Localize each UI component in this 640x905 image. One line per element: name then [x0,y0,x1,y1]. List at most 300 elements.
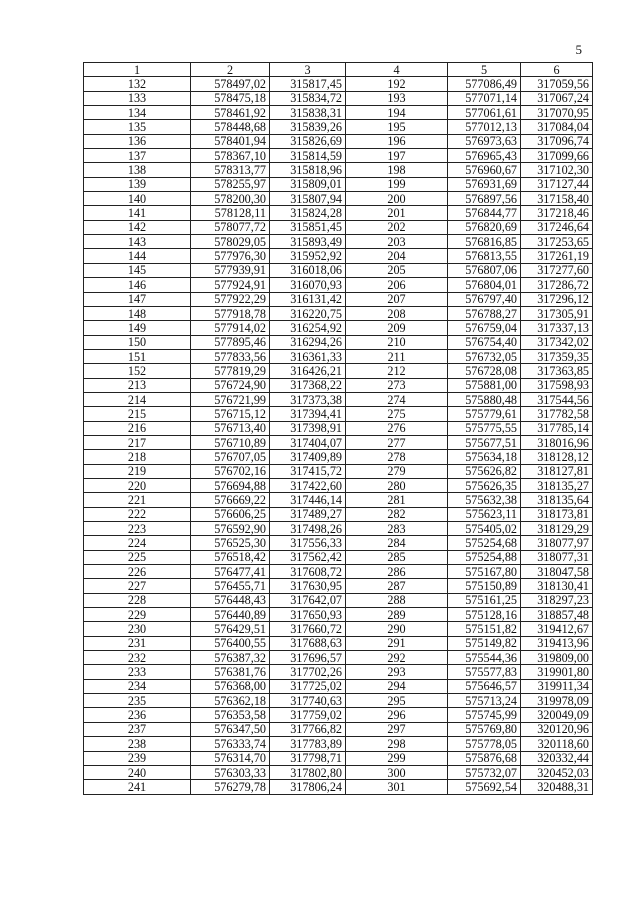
point-number-cell: 219 [84,464,191,478]
y-coordinate-cell: 318130,41 [521,579,593,593]
y-coordinate-cell: 315952,92 [270,249,346,263]
x-coordinate-cell: 578313,77 [191,163,270,177]
x-coordinate-cell: 575626,35 [448,478,521,492]
point-number-cell: 275 [346,407,448,421]
x-coordinate-cell: 576965,43 [448,149,521,163]
point-number-cell: 276 [346,421,448,435]
y-coordinate-cell: 317802,80 [270,765,346,779]
y-coordinate-cell: 317409,89 [270,450,346,464]
y-coordinate-cell: 317099,66 [521,149,593,163]
point-number-cell: 300 [346,765,448,779]
y-coordinate-cell: 316426,21 [270,364,346,378]
x-coordinate-cell: 575405,02 [448,522,521,536]
x-coordinate-cell: 576960,67 [448,163,521,177]
y-coordinate-cell: 317059,56 [521,77,593,91]
y-coordinate-cell: 317688,63 [270,636,346,650]
x-coordinate-cell: 578475,18 [191,91,270,105]
point-number-cell: 213 [84,378,191,392]
point-number-cell: 290 [346,622,448,636]
point-number-cell: 240 [84,765,191,779]
x-coordinate-cell: 577914,02 [191,321,270,335]
y-coordinate-cell: 317598,93 [521,378,593,392]
x-coordinate-cell: 576362,18 [191,694,270,708]
y-coordinate-cell: 315824,28 [270,206,346,220]
point-number-cell: 220 [84,478,191,492]
x-coordinate-cell: 578367,10 [191,149,270,163]
point-number-cell: 196 [346,134,448,148]
point-number-cell: 298 [346,737,448,751]
y-coordinate-cell: 317642,07 [270,593,346,607]
y-coordinate-cell: 318297,23 [521,593,593,607]
table-row [84,536,593,550]
x-coordinate-cell: 578497,02 [191,77,270,91]
y-coordinate-cell: 316294,26 [270,335,346,349]
y-coordinate-cell: 316131,42 [270,292,346,306]
y-coordinate-cell: 315826,69 [270,134,346,148]
point-number-cell: 221 [84,493,191,507]
point-number-cell: 194 [346,106,448,120]
table-row [84,651,593,665]
y-coordinate-cell: 317359,35 [521,349,593,363]
table-row [84,335,593,349]
point-number-cell: 195 [346,120,448,134]
table-row [84,249,593,263]
table-row [84,435,593,449]
x-coordinate-cell: 578029,05 [191,235,270,249]
point-number-cell: 192 [346,77,448,91]
x-coordinate-cell: 575167,80 [448,565,521,579]
x-coordinate-cell: 575150,89 [448,579,521,593]
point-number-cell: 226 [84,565,191,579]
y-coordinate-cell: 317650,93 [270,608,346,622]
x-coordinate-cell: 576844,77 [448,206,521,220]
point-number-cell: 204 [346,249,448,263]
x-coordinate-cell: 576440,89 [191,608,270,622]
table-row [84,751,593,765]
y-coordinate-cell: 320118,60 [521,737,593,751]
table-row [84,292,593,306]
x-coordinate-cell: 575161,25 [448,593,521,607]
y-coordinate-cell: 317296,12 [521,292,593,306]
table-header-row [84,63,593,77]
point-number-cell: 206 [346,278,448,292]
x-coordinate-cell: 578401,94 [191,134,270,148]
y-coordinate-cell: 317415,72 [270,464,346,478]
x-coordinate-cell: 576754,40 [448,335,521,349]
table-body [84,77,593,794]
x-coordinate-cell: 576707,05 [191,450,270,464]
y-coordinate-cell: 319911,34 [521,679,593,693]
point-number-cell: 284 [346,536,448,550]
point-number-cell: 237 [84,722,191,736]
point-number-cell: 137 [84,149,191,163]
point-number-cell: 279 [346,464,448,478]
table-row [84,694,593,708]
x-coordinate-cell: 575880,48 [448,392,521,406]
y-coordinate-cell: 315839,26 [270,120,346,134]
y-coordinate-cell: 317261,19 [521,249,593,263]
y-coordinate-cell: 317766,82 [270,722,346,736]
point-number-cell: 234 [84,679,191,693]
y-coordinate-cell: 317305,91 [521,306,593,320]
point-number-cell: 282 [346,507,448,521]
table-row [84,235,593,249]
point-number-cell: 210 [346,335,448,349]
y-coordinate-cell: 320452,03 [521,765,593,779]
y-coordinate-cell: 320488,31 [521,780,593,794]
x-coordinate-cell: 575623,11 [448,507,521,521]
x-coordinate-cell: 576455,71 [191,579,270,593]
point-number-cell: 193 [346,91,448,105]
y-coordinate-cell: 320332,44 [521,751,593,765]
point-number-cell: 143 [84,235,191,249]
y-coordinate-cell: 317373,38 [270,392,346,406]
table-row [84,737,593,751]
table-row [84,550,593,564]
point-number-cell: 214 [84,392,191,406]
table-row [84,579,593,593]
point-number-cell: 235 [84,694,191,708]
y-coordinate-cell: 318129,29 [521,522,593,536]
table-row [84,349,593,363]
table-row [84,722,593,736]
x-coordinate-cell: 575745,99 [448,708,521,722]
y-coordinate-cell: 317562,42 [270,550,346,564]
y-coordinate-cell: 318016,96 [521,435,593,449]
table-row [84,392,593,406]
point-number-cell: 236 [84,708,191,722]
x-coordinate-cell: 575149,82 [448,636,521,650]
y-coordinate-cell: 317660,72 [270,622,346,636]
x-coordinate-cell: 578461,92 [191,106,270,120]
table-row [84,378,593,392]
table-row [84,421,593,435]
x-coordinate-cell: 576400,55 [191,636,270,650]
point-number-cell: 283 [346,522,448,536]
table-row [84,522,593,536]
x-coordinate-cell: 576347,50 [191,722,270,736]
x-coordinate-cell: 577924,91 [191,278,270,292]
y-coordinate-cell: 318857,48 [521,608,593,622]
y-coordinate-cell: 319413,96 [521,636,593,650]
point-number-cell: 301 [346,780,448,794]
y-coordinate-cell: 315893,49 [270,235,346,249]
x-coordinate-cell: 576694,88 [191,478,270,492]
x-coordinate-cell: 577922,29 [191,292,270,306]
y-coordinate-cell: 317608,72 [270,565,346,579]
point-number-cell: 211 [346,349,448,363]
y-coordinate-cell: 315809,01 [270,177,346,191]
point-number-cell: 198 [346,163,448,177]
point-number-cell: 199 [346,177,448,191]
point-number-cell: 285 [346,550,448,564]
table-row [84,278,593,292]
y-coordinate-cell: 319412,67 [521,622,593,636]
point-number-cell: 288 [346,593,448,607]
table-row [84,149,593,163]
point-number-cell: 133 [84,91,191,105]
y-coordinate-cell: 317084,04 [521,120,593,134]
y-coordinate-cell: 315834,72 [270,91,346,105]
point-number-cell: 218 [84,450,191,464]
x-coordinate-cell: 576820,69 [448,220,521,234]
y-coordinate-cell: 317544,56 [521,392,593,406]
x-coordinate-cell: 576429,51 [191,622,270,636]
point-number-cell: 223 [84,522,191,536]
x-coordinate-cell: 575632,38 [448,493,521,507]
x-coordinate-cell: 577061,61 [448,106,521,120]
column-header: 5 [448,63,521,77]
point-number-cell: 212 [346,364,448,378]
table-row [84,91,593,105]
y-coordinate-cell: 317067,24 [521,91,593,105]
y-coordinate-cell: 317286,72 [521,278,593,292]
x-coordinate-cell: 575778,05 [448,737,521,751]
y-coordinate-cell: 315818,96 [270,163,346,177]
table-row [84,636,593,650]
x-coordinate-cell: 576279,78 [191,780,270,794]
point-number-cell: 241 [84,780,191,794]
x-coordinate-cell: 576807,06 [448,263,521,277]
table-row [84,306,593,320]
point-number-cell: 142 [84,220,191,234]
column-header: 2 [191,63,270,77]
table-row [84,608,593,622]
x-coordinate-cell: 575692,54 [448,780,521,794]
point-number-cell: 135 [84,120,191,134]
point-number-cell: 286 [346,565,448,579]
y-coordinate-cell: 317127,44 [521,177,593,191]
coordinates-table [83,62,593,795]
x-coordinate-cell: 576477,41 [191,565,270,579]
x-coordinate-cell: 577819,29 [191,364,270,378]
column-header: 6 [521,63,593,77]
point-number-cell: 231 [84,636,191,650]
x-coordinate-cell: 577976,30 [191,249,270,263]
x-coordinate-cell: 578077,72 [191,220,270,234]
y-coordinate-cell: 319809,00 [521,651,593,665]
x-coordinate-cell: 576804,01 [448,278,521,292]
point-number-cell: 293 [346,665,448,679]
column-header: 4 [346,63,448,77]
table-row [84,464,593,478]
y-coordinate-cell: 320120,96 [521,722,593,736]
table-row [84,622,593,636]
x-coordinate-cell: 578255,97 [191,177,270,191]
x-coordinate-cell: 575881,00 [448,378,521,392]
x-coordinate-cell: 576702,16 [191,464,270,478]
y-coordinate-cell: 317337,13 [521,321,593,335]
x-coordinate-cell: 575634,18 [448,450,521,464]
x-coordinate-cell: 576710,89 [191,435,270,449]
y-coordinate-cell: 315814,59 [270,149,346,163]
table-row [84,780,593,794]
point-number-cell: 151 [84,349,191,363]
point-number-cell: 224 [84,536,191,550]
point-number-cell: 146 [84,278,191,292]
point-number-cell: 289 [346,608,448,622]
x-coordinate-cell: 575577,83 [448,665,521,679]
y-coordinate-cell: 317785,14 [521,421,593,435]
x-coordinate-cell: 575779,61 [448,407,521,421]
point-number-cell: 229 [84,608,191,622]
x-coordinate-cell: 575713,24 [448,694,521,708]
x-coordinate-cell: 576724,90 [191,378,270,392]
y-coordinate-cell: 317363,85 [521,364,593,378]
x-coordinate-cell: 577833,56 [191,349,270,363]
table-row [84,679,593,693]
x-coordinate-cell: 577012,13 [448,120,521,134]
point-number-cell: 144 [84,249,191,263]
table-row [84,220,593,234]
y-coordinate-cell: 318127,81 [521,464,593,478]
table-row [84,364,593,378]
point-number-cell: 152 [84,364,191,378]
x-coordinate-cell: 575732,07 [448,765,521,779]
point-number-cell: 287 [346,579,448,593]
x-coordinate-cell: 576788,27 [448,306,521,320]
point-number-cell: 139 [84,177,191,191]
table-row [84,106,593,120]
x-coordinate-cell: 576816,85 [448,235,521,249]
table-row [84,665,593,679]
point-number-cell: 217 [84,435,191,449]
y-coordinate-cell: 318135,27 [521,478,593,492]
point-number-cell: 239 [84,751,191,765]
y-coordinate-cell: 317630,95 [270,579,346,593]
x-coordinate-cell: 577918,78 [191,306,270,320]
table-row [84,263,593,277]
y-coordinate-cell: 317556,33 [270,536,346,550]
y-coordinate-cell: 317696,57 [270,651,346,665]
x-coordinate-cell: 576931,69 [448,177,521,191]
x-coordinate-cell: 576518,42 [191,550,270,564]
y-coordinate-cell: 317783,89 [270,737,346,751]
x-coordinate-cell: 576333,74 [191,737,270,751]
table-row [84,192,593,206]
point-number-cell: 140 [84,192,191,206]
y-coordinate-cell: 317368,22 [270,378,346,392]
y-coordinate-cell: 318077,31 [521,550,593,564]
y-coordinate-cell: 320049,09 [521,708,593,722]
y-coordinate-cell: 317806,24 [270,780,346,794]
point-number-cell: 230 [84,622,191,636]
y-coordinate-cell: 317702,26 [270,665,346,679]
point-number-cell: 215 [84,407,191,421]
x-coordinate-cell: 576973,63 [448,134,521,148]
point-number-cell: 225 [84,550,191,564]
x-coordinate-cell: 576303,33 [191,765,270,779]
y-coordinate-cell: 318047,58 [521,565,593,579]
y-coordinate-cell: 317782,58 [521,407,593,421]
table-row [84,321,593,335]
x-coordinate-cell: 576721,99 [191,392,270,406]
y-coordinate-cell: 317422,60 [270,478,346,492]
point-number-cell: 207 [346,292,448,306]
y-coordinate-cell: 317404,07 [270,435,346,449]
x-coordinate-cell: 578448,68 [191,120,270,134]
y-coordinate-cell: 317277,60 [521,263,593,277]
point-number-cell: 222 [84,507,191,521]
point-number-cell: 292 [346,651,448,665]
x-coordinate-cell: 575544,36 [448,651,521,665]
table-row [84,765,593,779]
x-coordinate-cell: 575775,55 [448,421,521,435]
x-coordinate-cell: 576448,43 [191,593,270,607]
y-coordinate-cell: 317446,14 [270,493,346,507]
point-number-cell: 278 [346,450,448,464]
y-coordinate-cell: 317740,63 [270,694,346,708]
point-number-cell: 273 [346,378,448,392]
y-coordinate-cell: 317342,02 [521,335,593,349]
y-coordinate-cell: 317498,26 [270,522,346,536]
y-coordinate-cell: 317725,02 [270,679,346,693]
y-coordinate-cell: 318173,81 [521,507,593,521]
x-coordinate-cell: 576669,22 [191,493,270,507]
point-number-cell: 216 [84,421,191,435]
y-coordinate-cell: 317246,64 [521,220,593,234]
table-row [84,407,593,421]
y-coordinate-cell: 319901,80 [521,665,593,679]
y-coordinate-cell: 316070,93 [270,278,346,292]
x-coordinate-cell: 576728,08 [448,364,521,378]
point-number-cell: 141 [84,206,191,220]
point-number-cell: 205 [346,263,448,277]
point-number-cell: 209 [346,321,448,335]
y-coordinate-cell: 317070,95 [521,106,593,120]
x-coordinate-cell: 576314,70 [191,751,270,765]
page-number: 5 [575,42,582,57]
y-coordinate-cell: 315817,45 [270,77,346,91]
y-coordinate-cell: 317102,30 [521,163,593,177]
point-number-cell: 136 [84,134,191,148]
x-coordinate-cell: 576381,76 [191,665,270,679]
x-coordinate-cell: 576525,30 [191,536,270,550]
x-coordinate-cell: 575646,57 [448,679,521,693]
column-header: 1 [84,63,191,77]
table-row [84,493,593,507]
x-coordinate-cell: 575677,51 [448,435,521,449]
y-coordinate-cell: 317759,02 [270,708,346,722]
point-number-cell: 200 [346,192,448,206]
point-number-cell: 148 [84,306,191,320]
y-coordinate-cell: 315807,94 [270,192,346,206]
point-number-cell: 149 [84,321,191,335]
x-coordinate-cell: 577939,91 [191,263,270,277]
point-number-cell: 295 [346,694,448,708]
x-coordinate-cell: 576713,40 [191,421,270,435]
point-number-cell: 201 [346,206,448,220]
table-row [84,134,593,148]
y-coordinate-cell: 317253,65 [521,235,593,249]
point-number-cell: 150 [84,335,191,349]
x-coordinate-cell: 576759,04 [448,321,521,335]
x-coordinate-cell: 576353,58 [191,708,270,722]
table-row [84,507,593,521]
y-coordinate-cell: 316220,75 [270,306,346,320]
point-number-cell: 227 [84,579,191,593]
x-coordinate-cell: 576732,05 [448,349,521,363]
x-coordinate-cell: 576897,56 [448,192,521,206]
table-row [84,593,593,607]
x-coordinate-cell: 575254,68 [448,536,521,550]
point-number-cell: 280 [346,478,448,492]
y-coordinate-cell: 316361,33 [270,349,346,363]
table-row [84,206,593,220]
point-number-cell: 294 [346,679,448,693]
y-coordinate-cell: 318128,12 [521,450,593,464]
x-coordinate-cell: 576387,32 [191,651,270,665]
